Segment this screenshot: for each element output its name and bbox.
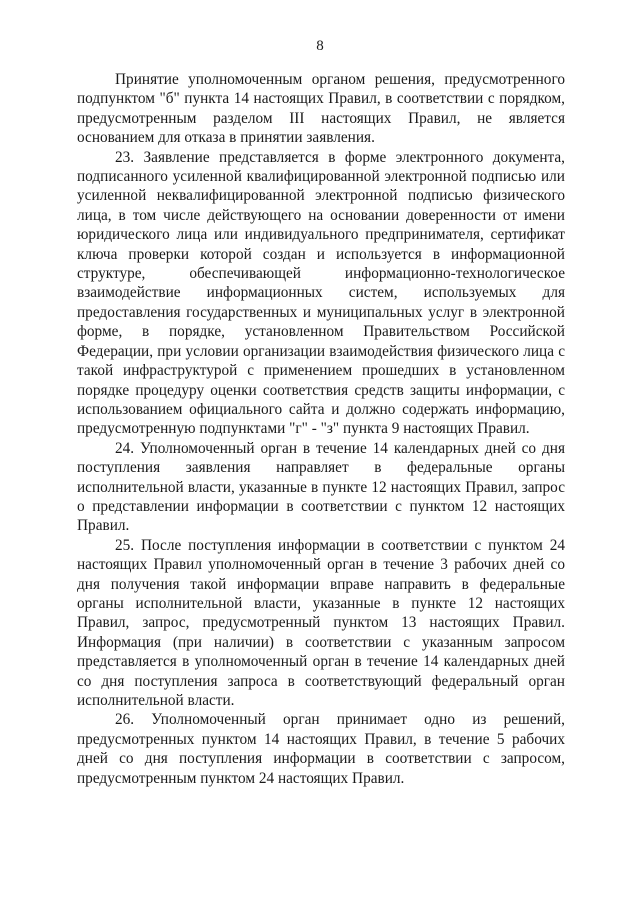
document-body bbox=[77, 70, 565, 788]
paragraph-25: 25. После поступления информации в соответствии с пунктом 24 настоящих Правил уполномоченный орган в течение 3 рабочих дней со дня получения такой информации вправе направить в федеральные органы исполнительной власти, указанные в пункте 12 настоящих Правил, запрос, предусмотренный пунктом 13 настоящих Правил. Информация (при наличии) в соответствии с указанным запросом представляется в уполномоченный орган в течение 14 календарных дней со дня поступления запроса в соответствующий федеральный орган исполнительной власти. bbox=[77, 536, 565, 709]
paragraph-26: 26. Уполномоченный орган принимает одно из решений, предусмотренных пунктом 14 настоящих Правил, в течение 5 рабочих дней со дня поступления информации в соответствии с запросом, предусмотренным пунктом 24 настоящих Правил. bbox=[77, 711, 565, 787]
paragraph-24: 24. Уполномоченный орган в течение 14 календарных дней со дня поступления заявления направляет в федеральные органы исполнительной власти, указанные в пункте 12 настоящих Правил, запрос о представлении информации в соответствии с пунктом 12 настоящих Правил. bbox=[77, 439, 565, 535]
paragraph-23: 23. Заявление представляется в форме электронного документа, подписанного усиленной квалифицированной электронной подписью или усиленной неквалифицированной электронной подписью физического лица, в том числе действующего на основании доверенности от имени юридического лица или индивидуального предпринимателя, сертификат ключа проверки которой создан и используется в информационной структуре, обеспечивающей информационно-технологическое взаимодействие информационных систем, используемых для предоставления государственных и муниципальных услуг в электронной форме, в порядке, установленном Правительством Российской Федерации, при условии организации взаимодействия физического лица с такой инфраструктурой с применением прошедших в установленном порядке процедуру оценки соответствия средств защиты информации, с использованием официального сайта и должно содержать информацию, предусмотренную подпунктами "г" - "з" пункта 9 настоящих Правил. bbox=[77, 148, 565, 438]
page-number: 8 bbox=[316, 38, 324, 54]
paragraph-intro: Принятие уполномоченным органом решения, предусмотренного подпунктом "б" пункта 14 настоящих Правил, в соответствии с порядком, предусмотренным разделом III настоящих Правил, не является основанием для отказа в принятии заявления. bbox=[77, 71, 565, 147]
